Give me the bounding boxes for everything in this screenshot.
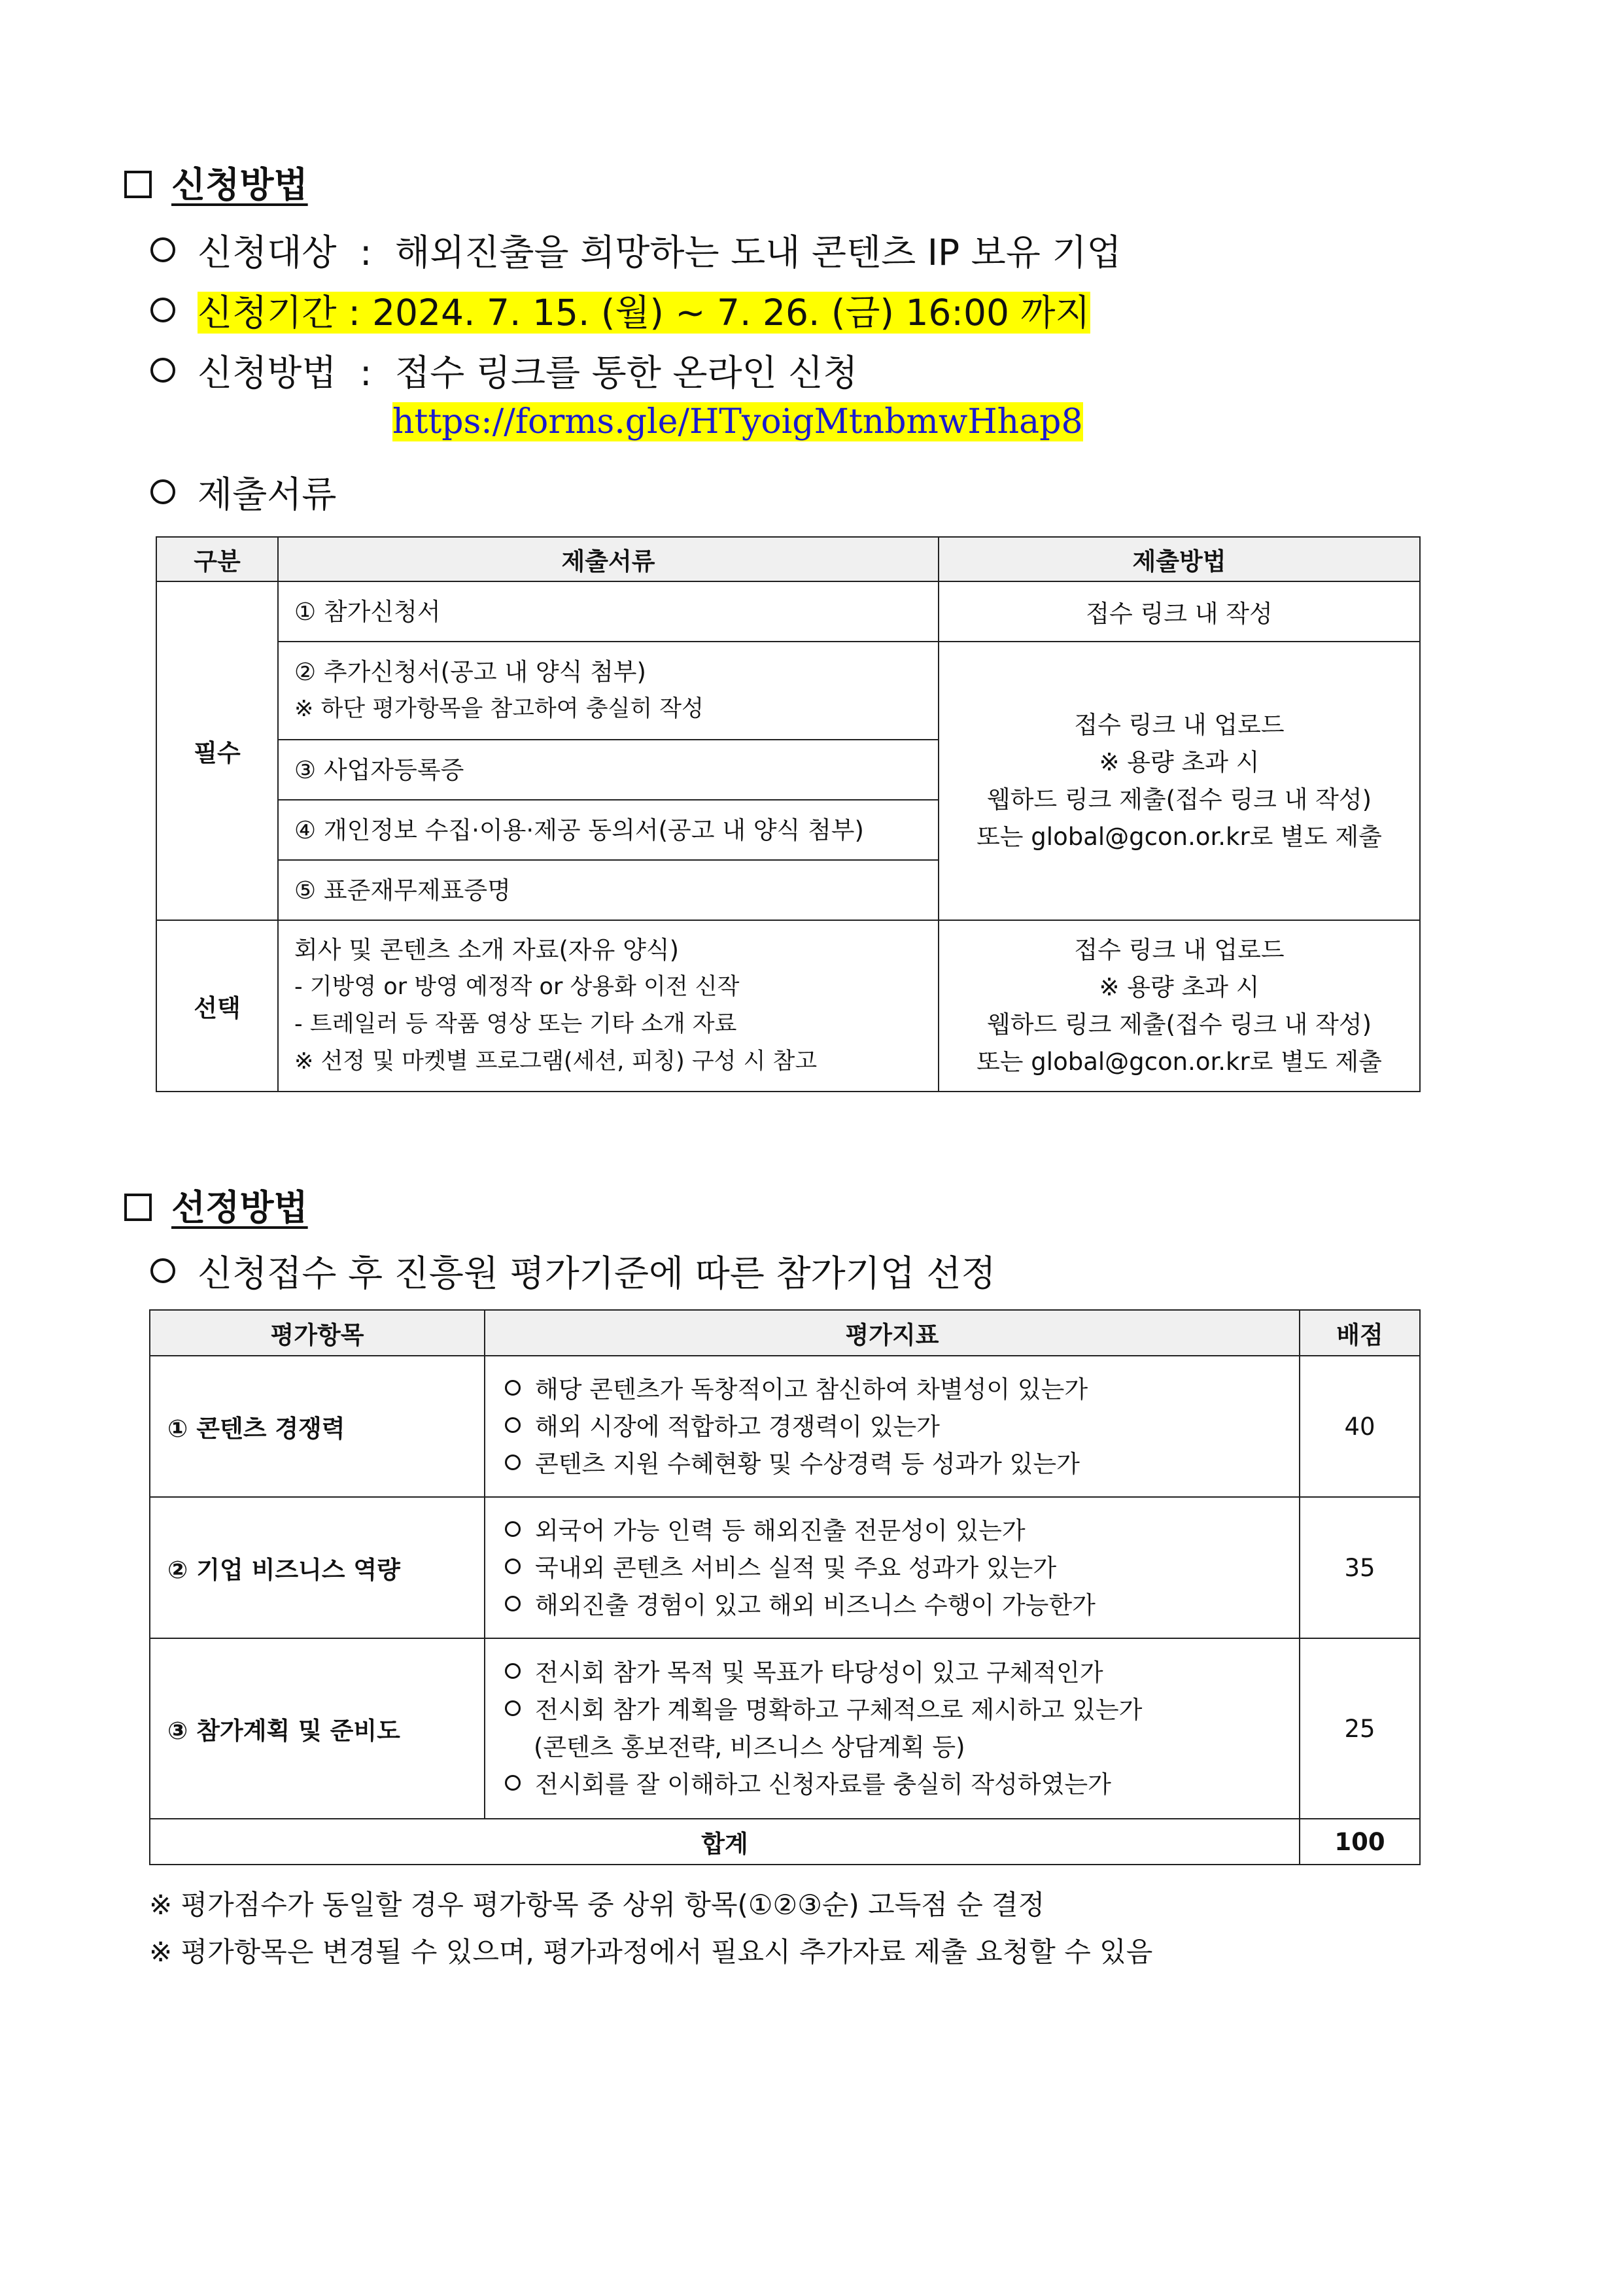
header-score: 배점 [1300, 1310, 1420, 1356]
eval-indicators: 전시회 참가 목적 및 목표가 타당성이 있고 구체적인가 전시회 참가 계획을 명확하고 구체적으로 제시하고 있는가 (콘텐츠 홍보전략, 비즈니스 상담계획 등) 전시회를 잘 이해하고 신청자료를 충실히 작성하였는가 [485, 1638, 1300, 1819]
bullet-circle-icon [505, 1380, 521, 1396]
note-tiebreak: ※ 평가점수가 동일할 경우 평가항목 중 상위 항목(①②③순) 고득점 순 결정 [149, 1889, 1045, 1921]
table-row [156, 642, 1420, 740]
bullet-circle-icon [505, 1558, 521, 1574]
section-title-application: 신청방법 [124, 157, 308, 207]
table-header-row [150, 1310, 1420, 1356]
doc-privacy-consent: ④ 개인정보 수집·이용·제공 동의서(공고 내 양식 첨부) [278, 800, 939, 860]
total-score: 100 [1300, 1819, 1420, 1865]
doc-business-registration: ③ 사업자등록증 [278, 740, 939, 800]
doc-additional-form: ② 추가신청서(공고 내 양식 첨부) ※ 하단 평가항목을 참고하여 충실히 작성 [278, 642, 939, 740]
hollow-circle-icon [150, 358, 175, 383]
header-documents: 제출서류 [278, 537, 939, 581]
doc-financial-statement: ⑤ 표준재무제표증명 [278, 860, 939, 920]
bullet-circle-icon [505, 1775, 521, 1791]
documents-table [156, 536, 1421, 1092]
table-row [150, 1638, 1420, 1819]
note-subject-to-change: ※ 평가항목은 변경될 수 있으며, 평가과정에서 필요시 추가자료 제출 요청할 수 있음 [149, 1936, 1153, 1968]
header-eval-item: 평가항목 [150, 1310, 485, 1356]
eval-item-name: ① 콘텐츠 경쟁력 [150, 1356, 485, 1497]
bullet-circle-icon [505, 1596, 521, 1611]
bullet-circle-icon [505, 1521, 521, 1537]
item-documents-heading: 제출서류 [150, 466, 337, 517]
header-category: 구분 [156, 537, 278, 581]
bullet-circle-icon [505, 1700, 521, 1716]
bullet-circle-icon [505, 1454, 521, 1470]
item-period: 신청기간 : 2024. 7. 15. (월) ~ 7. 26. (금) 16:00 까지 [150, 284, 1090, 336]
doc-company-intro: 회사 및 콘텐츠 소개 자료(자유 양식) - 기방영 or 방영 예정작 or 상용화 이전 신작 - 트레일러 등 작품 영상 또는 기타 소개 자료 ※ 선정 및 마켓별 프로그램(세션, 피칭) 구성 시 참고 [278, 920, 939, 1092]
section-title-selection: 선정방법 [124, 1180, 308, 1230]
method-write-in-link: 접수 링크 내 작성 [939, 581, 1420, 642]
item-method: 신청방법 : 접수 링크를 통한 온라인 신청 [150, 344, 858, 396]
method-upload-required: 접수 링크 내 업로드 ※ 용량 초과 시 웹하드 링크 제출(접수 링크 내 작성) 또는 global@gcon.or.kr로 별도 제출 [939, 642, 1420, 920]
eval-indicators: 외국어 가능 인력 등 해외진출 전문성이 있는가 국내외 콘텐츠 서비스 실적 및 주요 성과가 있는가 해외진출 경험이 있고 해외 비즈니스 수행이 가능한가 [485, 1497, 1300, 1638]
eval-item-name: ② 기업 비즈니스 역량 [150, 1497, 485, 1638]
eval-score: 40 [1300, 1356, 1420, 1497]
hollow-circle-icon [150, 479, 175, 504]
table-row [156, 920, 1420, 1092]
table-row [156, 581, 1420, 642]
total-label: 합계 [150, 1819, 1300, 1865]
bullet-circle-icon [505, 1417, 521, 1433]
item-target: 신청대상 : 해외진출을 희망하는 도내 콘텐츠 IP 보유 기업 [150, 224, 1122, 275]
checkbox-square-icon [124, 171, 152, 198]
evaluation-table [149, 1309, 1421, 1865]
table-total-row [150, 1819, 1420, 1865]
method-upload-optional: 접수 링크 내 업로드 ※ 용량 초과 시 웹하드 링크 제출(접수 링크 내 작성) 또는 global@gcon.or.kr로 별도 제출 [939, 920, 1420, 1092]
hollow-circle-icon [150, 298, 175, 322]
item-selection: 신청접수 후 진흥원 평가기준에 따른 참가기업 선정 [150, 1245, 996, 1296]
required-label: 필수 [156, 581, 278, 920]
application-form-link[interactable]: https://forms.gle/HTyoigMtnbmwHhap8 [392, 402, 1083, 441]
eval-score: 35 [1300, 1497, 1420, 1638]
table-header-row [156, 537, 1420, 581]
header-submission-method: 제출방법 [939, 537, 1420, 581]
header-eval-indicator: 평가지표 [485, 1310, 1300, 1356]
hollow-circle-icon [150, 1258, 175, 1283]
hollow-circle-icon [150, 237, 175, 262]
table-row [150, 1356, 1420, 1497]
checkbox-square-icon [124, 1194, 152, 1221]
eval-indicators: 해당 콘텐츠가 독창적이고 참신하여 차별성이 있는가 해외 시장에 적합하고 경쟁력이 있는가 콘텐츠 지원 수혜현황 및 수상경력 등 성과가 있는가 [485, 1356, 1300, 1497]
doc-application-form: ① 참가신청서 [278, 581, 939, 642]
eval-score: 25 [1300, 1638, 1420, 1819]
table-row [150, 1497, 1420, 1638]
optional-label: 선택 [156, 920, 278, 1092]
bullet-circle-icon [505, 1663, 521, 1679]
eval-item-name: ③ 참가계획 및 준비도 [150, 1638, 485, 1819]
